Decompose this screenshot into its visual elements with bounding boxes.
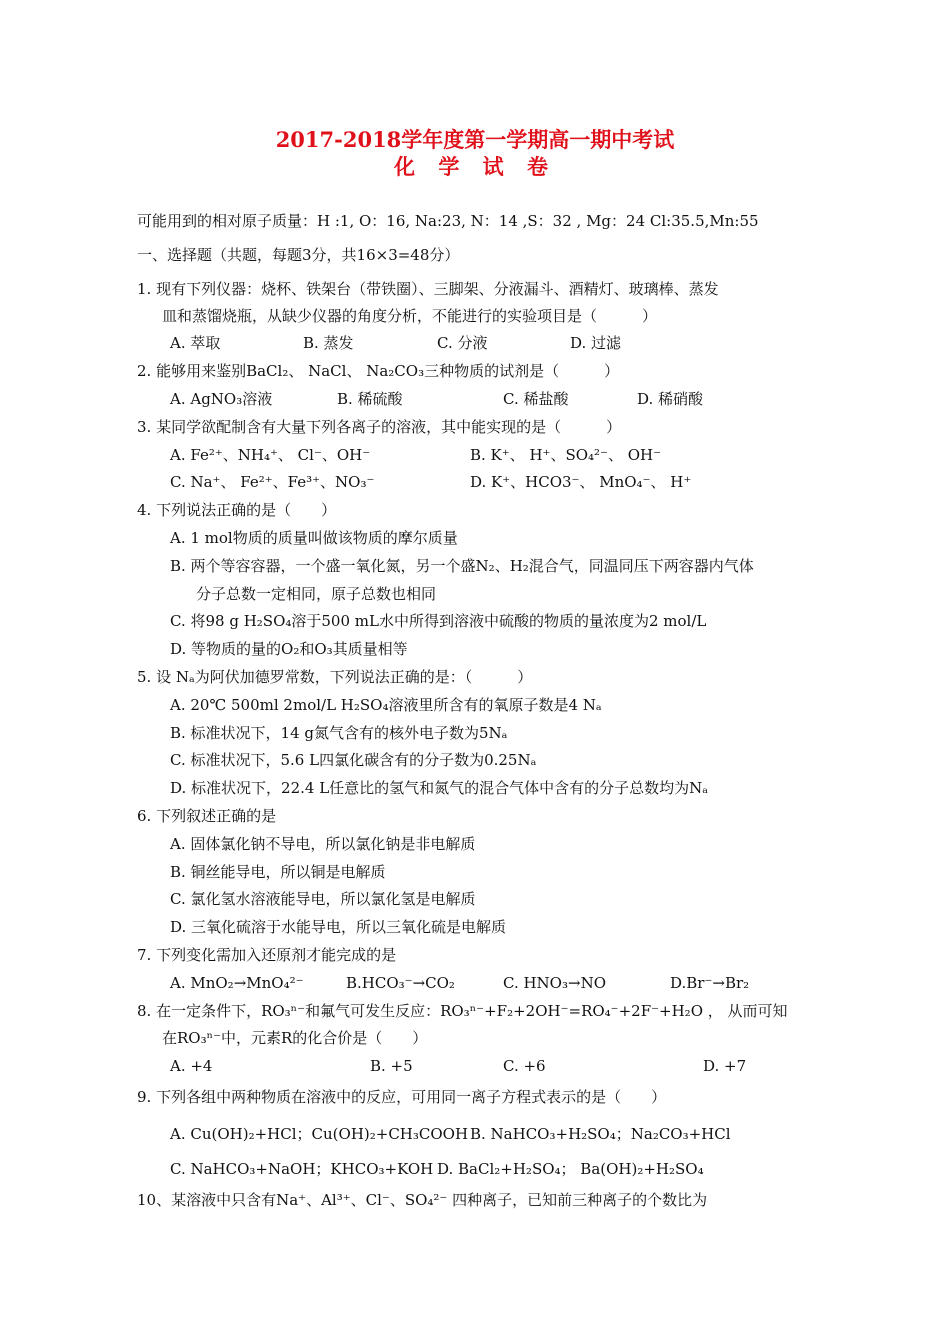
question-4-option-c: C. 将98 g H₂SO₄溶于500 mL水中所得到溶液中硫酸的物质的量浓度为2 mol/L [170, 612, 707, 630]
question-2-option-a: A. AgNO₃溶液 [170, 390, 273, 408]
section-heading: 一、选择题（共题，每题3分，共16×3=48分） [137, 246, 460, 264]
question-7-stem: 7. 下列变化需加入还原剂才能完成的是 [137, 946, 397, 964]
question-8-option-b: B. +5 [370, 1057, 413, 1075]
question-9-option-c: C. NaHCO₃+NaOH；KHCO₃+KOH [170, 1160, 434, 1178]
question-2-option-d: D. 稀硝酸 [637, 390, 704, 408]
question-3-option-d: D. K⁺、HCO3⁻、 MnO₄⁻、 H⁺ [470, 473, 692, 491]
question-2-option-c: C. 稀盐酸 [503, 390, 569, 408]
question-5-option-c: C. 标准状况下，5.6 L四氯化碳含有的分子数为0.25Nₐ [170, 751, 537, 769]
question-7-option-d: D.Br⁻→Br₂ [670, 974, 750, 992]
question-4-option-a: A. 1 mol物质的质量叫做该物质的摩尔质量 [170, 529, 458, 547]
question-6-stem: 6. 下列叙述正确的是 [137, 807, 277, 825]
question-10-stem: 10、某溶液中只含有Na⁺、Al³⁺、Cl⁻、SO₄²⁻ 四种离子，已知前三种离子的个数比为 [137, 1191, 708, 1209]
question-9-option-b: B. NaHCO₃+H₂SO₄；Na₂CO₃+HCl [470, 1125, 731, 1143]
question-8-option-d: D. +7 [703, 1057, 747, 1075]
question-8-stem-cont: 在RO₃ⁿ⁻中，元素R的化合价是（ ） [162, 1029, 428, 1047]
question-2-stem: 2. 能够用来鉴别BaCl₂、 NaCl、 Na₂CO₃三种物质的试剂是（ ） [137, 362, 620, 380]
question-6-option-a: A. 固体氯化钠不导电，所以氯化钠是非电解质 [170, 835, 476, 853]
question-4-stem: 4. 下列说法正确的是（ ） [137, 501, 337, 519]
question-7-option-b: B.HCO₃⁻→CO₂ [346, 974, 455, 992]
question-2-option-b: B. 稀硫酸 [337, 390, 403, 408]
exam-subtitle: 化 学 试 卷 [394, 154, 556, 179]
question-5-option-b: B. 标准状况下，14 g氮气含有的核外电子数为5Nₐ [170, 724, 508, 742]
exam-title: 2017-2018学年度第一学期高一期中考试 [275, 127, 675, 152]
question-9-stem: 9. 下列各组中两种物质在溶液中的反应，可用同一离子方程式表示的是（ ） [137, 1088, 667, 1106]
question-1-option-b: B. 蒸发 [303, 334, 354, 352]
question-8-option-c: C. +6 [503, 1057, 546, 1075]
question-8-stem: 8. 在一定条件下，RO₃ⁿ⁻和氟气可发生反应：RO₃ⁿ⁻+F₂+2OH⁻=RO₄⁻+2F⁻+H₂O ， 从而可知 [137, 1002, 788, 1020]
question-5-option-a: A. 20℃ 500ml 2mol/L H₂SO₄溶液里所含有的氧原子数是4 Nₐ [170, 696, 602, 714]
question-7-option-a: A. MnO₂→MnO₄²⁻ [170, 974, 304, 992]
question-3-option-a: A. Fe²⁺、NH₄⁺、 Cl⁻、OH⁻ [170, 446, 371, 464]
question-4-option-d: D. 等物质的量的O₂和O₃其质量相等 [170, 640, 408, 658]
question-7-option-c: C. HNO₃→NO [503, 974, 606, 992]
question-6-option-c: C. 氯化氢水溶液能导电，所以氯化氢是电解质 [170, 890, 476, 908]
question-3-option-c: C. Na⁺、 Fe²⁺、Fe³⁺、NO₃⁻ [170, 473, 375, 491]
question-8-option-a: A. +4 [170, 1057, 213, 1075]
question-5-option-d: D. 标准状况下，22.4 L任意比的氢气和氮气的混合气体中含有的分子总数均为Nₐ [170, 779, 709, 797]
question-1-option-d: D. 过滤 [570, 334, 622, 352]
question-9-option-d: D. BaCl₂+H₂SO₄； Ba(OH)₂+H₂SO₄ [437, 1160, 704, 1178]
question-5-stem: 5. 设 Nₐ为阿伏加德罗常数，下列说法正确的是：（ ） [137, 668, 533, 686]
question-1-option-c: C. 分液 [437, 334, 488, 352]
question-1-option-a: A. 萃取 [170, 334, 221, 352]
atomic-mass-note: 可能用到的相对原子质量：H :1, O：16, Na:23, N：14 ,S：32 , Mg：24 Cl:35.5,Mn:55 [137, 212, 759, 230]
question-3-stem: 3. 某同学欲配制含有大量下列各离子的溶液，其中能实现的是（ ） [137, 418, 622, 436]
question-4-option-b-cont: 分子总数一定相同，原子总数也相同 [196, 585, 437, 603]
question-6-option-b: B. 铜丝能导电，所以铜是电解质 [170, 863, 386, 881]
question-6-option-d: D. 三氧化硫溶于水能导电，所以三氧化硫是电解质 [170, 918, 507, 936]
question-1-stem: 1. 现有下列仪器：烧杯、铁架台（带铁圈）、三脚架、分液漏斗、酒精灯、玻璃棒、蒸发 [137, 280, 719, 298]
question-9-option-a: A. Cu(OH)₂+HCl；Cu(OH)₂+CH₃COOH [170, 1125, 469, 1143]
question-3-option-b: B. K⁺、 H⁺、SO₄²⁻、 OH⁻ [470, 446, 662, 464]
question-4-option-b: B. 两个等容容器，一个盛一氧化氮，另一个盛N₂、H₂混合气，同温同压下两容器内气体 [170, 557, 754, 575]
question-1-stem-cont: 皿和蒸馏烧瓶，从缺少仪器的角度分析，不能进行的实验项目是（ ） [162, 307, 658, 325]
